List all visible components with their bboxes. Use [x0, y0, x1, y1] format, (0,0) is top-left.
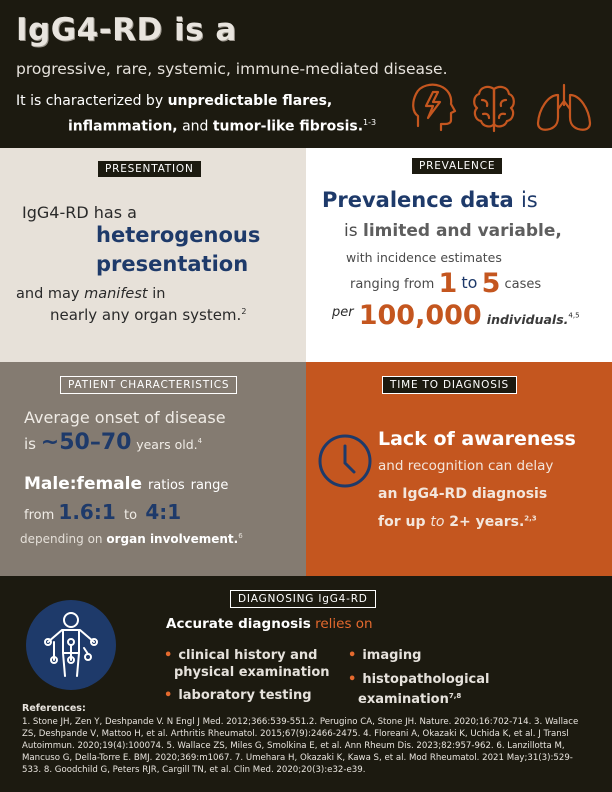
- presentation-highlight-2: presentation: [96, 252, 249, 276]
- time-to-diagnosis-tag: TIME TO DIAGNOSIS: [382, 376, 517, 394]
- prevalence-range: ranging from 1 to 5 cases: [350, 268, 542, 299]
- clock-icon: [316, 432, 374, 490]
- references-text: 1. Stone JH, Zen Y, Deshpande V. N Engl J Med. 2012;366:539-551.2. Perugino CA, Stone JH. Nature. 2020;16:702-714. 3. Wallace ZS, Deshpande V, Mattoo H, et al. Arthritis Rheumatol. 2015;67(9):2466-2475. 4. Floreani A, Okazaki K, Uchida K, et al. J Transl Autoimmun. 2020;19(4):100074. 5. Wallace ZS, Miles G, Smolkina E, et al. Ann Rheum Dis. 2023;82:957-962. 6. Lanzillotta M, Mancuso G, Della-Torre E. BMJ. 2020;369:m1067. 7. Umehara H, Okazaki K, Kawa S, et al. Mod Rheumatol. 2021 May;31(3):529-533. 8. Goodchild G, Peters RJR, Cargill TN, et al. Clin Med. 2020;20(3):e32-e39.: [22, 717, 579, 775]
- presentation-line-4: and may manifest in: [16, 286, 166, 302]
- patient-ratio-values: from 1.6:1 to 4:1: [24, 500, 182, 524]
- prevalence-line-2: is limited and variable,: [344, 221, 562, 241]
- prevalence-per-100000: $^{per}$ 100,000 individuals.$^{4,5}$: [332, 300, 580, 331]
- bullet-laboratory-testing: • laboratory testing: [164, 688, 312, 703]
- lungs-icon: [538, 85, 590, 130]
- time-line-4: for up to 2+ years.$^{2,3}$: [378, 514, 537, 530]
- presentation-line-5: nearly any organ system.$^2$: [50, 306, 247, 324]
- diagnosing-heading: Accurate diagnosis relies on: [166, 616, 373, 632]
- page-subtitle: progressive, rare, systemic, immune-mediated disease.: [16, 60, 448, 78]
- patient-onset-age: is ~50–70 years old.$^4$: [24, 430, 203, 455]
- bullet-histopathological: • histopathological examination$^{7,8}$: [348, 672, 490, 708]
- references-title: References:: [22, 703, 86, 714]
- characteristics-line-2: inflammation, and tumor-like fibrosis.$^{1-3}$: [68, 118, 377, 135]
- references: [22, 703, 592, 776]
- bullet-clinical-history: • clinical history and physical examination: [164, 648, 330, 680]
- prevalence-low: 1: [438, 268, 458, 299]
- brain-icon: [474, 87, 514, 131]
- header-icon-group: [410, 80, 600, 134]
- head-lightning-icon: [413, 85, 455, 130]
- presentation-highlight-1: heterogenous: [96, 223, 261, 247]
- prevalence-high: 5: [481, 268, 501, 299]
- characteristics-line-1: It is characterized by unpredictable flares,: [16, 93, 333, 109]
- time-line-3: an IgG4-RD diagnosis: [378, 486, 548, 502]
- page-title: IgG4-RD is a: [16, 12, 237, 48]
- presentation-tag: PRESENTATION: [98, 161, 201, 177]
- patient-characteristics-tag: PATIENT CHARACTERISTICS: [60, 376, 237, 394]
- time-to-diagnosis-panel: [306, 362, 612, 576]
- patient-ratio-line: Male:female ratios range: [24, 474, 229, 494]
- patient-line-1: Average onset of disease: [24, 408, 226, 427]
- time-line-1: Lack of awareness: [378, 428, 576, 450]
- presentation-panel: [0, 148, 306, 362]
- prevalence-tag: PREVALENCE: [412, 158, 502, 174]
- bullet-imaging: • imaging: [348, 648, 422, 663]
- prevalence-line-3: with incidence estimates: [346, 250, 502, 265]
- prevalence-line-1: Prevalence data is: [322, 188, 538, 212]
- time-line-2: and recognition can delay: [378, 458, 554, 474]
- patient-characteristics-panel: [0, 362, 306, 576]
- diagnosing-section: [0, 576, 612, 792]
- header: [0, 0, 612, 148]
- body-diagnosis-icon: [24, 598, 118, 692]
- presentation-line-1: IgG4-RD has a: [22, 203, 137, 222]
- diagnosing-tag: DIAGNOSING IgG4-RD: [230, 590, 376, 608]
- prevalence-panel: [306, 148, 612, 362]
- patient-line-5: depending on organ involvement.$^6$: [20, 532, 243, 546]
